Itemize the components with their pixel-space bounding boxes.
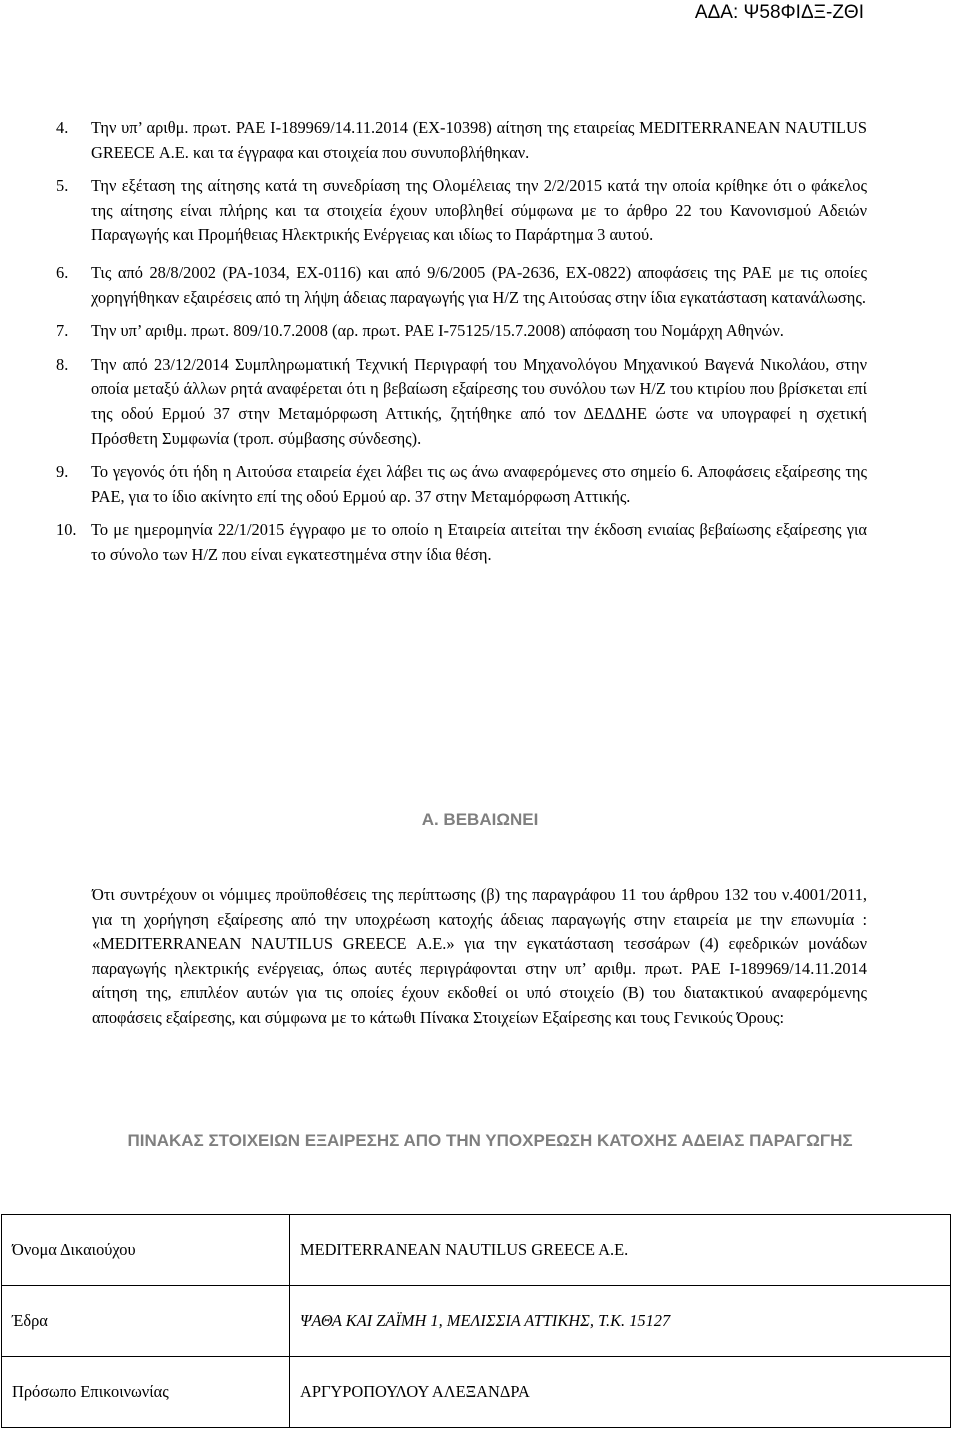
item-number: 7. [56,321,69,341]
table-row [2,1286,951,1357]
item-number: 5. [56,176,69,196]
item-text: Την υπ’ αριθμ. πρωτ. ΡΑΕ Ι-189969/14.11.2014 (ΕΧ-10398) αίτηση της εταιρείας MEDITERRANEAN NAUTILUS GREECE Α.Ε. και τα έγγραφα και στοιχεία που συνυποβλήθηκαν. [91,118,867,162]
item-text: Το γεγονός ότι ήδη η Αιτούσα εταιρεία έχει λάβει τις ως άνω αναφερόμενες στο σημείο 6. Αποφάσεις εξαίρεσης της ΡΑΕ, για το ίδιο ακίνητο επί της οδού Ερμού αρ. 37 στην Μεταμόρφωση Αττικής. [91,462,867,506]
row-label: Όνομα Δικαιούχου [2,1215,290,1286]
list-item [56,174,867,248]
item-number: 6. [56,262,69,282]
list-item [56,353,867,451]
list-item [56,261,867,310]
verification-heading: Α. ΒΕΒΑΙΩΝΕΙ [421,810,539,829]
exemption-table [1,1214,951,1428]
row-label: Πρόσωπο Επικοινωνίας [2,1357,290,1428]
row-label: Έδρα [2,1286,290,1357]
row-value: ΑΡΓΥΡΟΠΟΥΛΟΥ ΑΛΕΞΑΝΔΡΑ [290,1357,951,1428]
item-text: Το με ημερομηνία 22/1/2015 έγγραφο με το οποίο η Εταιρεία αιτείται την έκδοση ενιαίας βεβαίωσης εξαίρεσης για το σύνολο των Η/Ζ που είναι εγκατεστημένα στην ίδια θέση. [91,520,867,564]
row-value: MEDITERRANEAN NAUTILUS GREECE A.E. [290,1215,951,1286]
row-value: ΨΑΘΑ ΚΑΙ ΖΑΪΜΗ 1, ΜΕΛΙΣΣΙΑ ΑΤΤΙΚΗΣ, Τ.Κ. 15127 [290,1286,951,1357]
item-number: 4. [56,118,69,137]
ada-code: ΑΔΑ: Ψ58ΦΙΔΞ-ΖΘΙ [694,2,864,23]
item-number: 9. [56,462,69,482]
item-number: 8. [56,354,69,374]
list-item [56,518,867,567]
considerations-list [56,116,867,568]
exemption-table-title: ΠΙΝΑΚΑΣ ΣΤΟΙΧΕΙΩΝ ΕΞΑΙΡΕΣΗΣ ΑΠΟ ΤΗΝ ΥΠΟΧΡΕΩΣΗ ΚΑΤΟΧΗΣ ΑΔΕΙΑΣ ΠΑΡΑΓΩΓΗΣ [127,1131,853,1150]
item-text: Την υπ’ αριθμ. πρωτ. 809/10.7.2008 (αρ. πρωτ. ΡΑΕ Ι-75125/15.7.2008) απόφαση του Νομάρχη Αθηνών. [91,321,784,341]
item-number: 10. [56,520,77,540]
verification-paragraph: Ότι συντρέχουν οι νόμιμες προϋποθέσεις της περίπτωσης (β) της παραγράφου 11 του άρθρου 132 του ν.4001/2011, για τη χορήγηση εξαίρεσης από την υποχρέωση κατοχής άδειας παραγωγής στην εταιρεία με την επωνυμία : «MEDITERRANEAN NAUTILUS GREECE Α.Ε.» για την εγκατάσταση τεσσάρων (4) εφεδρικών μονάδων παραγωγής ηλεκτρικής ενέργειας, όπως αυτές περιγράφονται στην υπ’ αριθμ. πρωτ. ΡΑΕ Ι-189969/14.11.2014 αίτηση της, επιπλέον αυτών για τις οποίες έχουν εκδοθεί οι υπό στοιχείο (Β) του διατακτικού αναφερόμενης αποφάσεις εξαίρεσης, και σύμφωνα με το κάτωθι Πίνακα Στοιχείων Εξαίρεσης και τους Γενικούς Όρους: [92,885,867,1027]
list-item [56,116,867,165]
table-row [2,1357,951,1428]
item-text: Την από 23/12/2014 Συμπληρωματική Τεχνική Περιγραφή του Μηχανολόγου Μηχανικού Βαγενά Νικολάου, στην οποία μεταξύ άλλων ρητά αναφέρεται ότι η βεβαίωση εξαίρεσης του συνόλου των Η/Ζ του κτιρίου που βρίσκεται επί της οδού Ερμού 37 στην Μεταμόρφωση Αττικής, ζητήθηκε από τον ΔΕΔΔΗΕ ώστε να υπογραφεί η σχετική Πρόσθετη Συμφωνία (τροπ. σύμβασης σύνδεσης). [91,354,867,448]
list-item [56,460,867,509]
item-text: Τις από 28/8/2002 (ΡΑ-1034, ΕΧ-0116) και από 9/6/2005 (ΡΑ-2636, ΕΧ-0822) αποφάσεις της ΡΑΕ με τις οποίες χορηγήθηκαν εξαιρέσεις από τη λήψη άδειας παραγωγής για Η/Ζ της Αιτούσας στην ίδια εγκατάσταση κατανάλωσης. [91,262,867,307]
list-item [56,319,867,344]
table-row [2,1215,951,1286]
item-text: Την εξέταση της αίτησης κατά τη συνεδρίαση της Ολομέλειας την 2/2/2015 κατά την οποία κρίθηκε ότι ο φάκελος της αίτησης είναι πλήρης και τα στοιχεία έχουν υποβληθεί σύμφωνα με το άρθρο 22 του Κανονισμού Αδειών Παραγωγής και Προμήθειας Ηλεκτρικής Ενέργειας και ιδίως το Παράρτημα 3 αυτού. [91,176,867,245]
